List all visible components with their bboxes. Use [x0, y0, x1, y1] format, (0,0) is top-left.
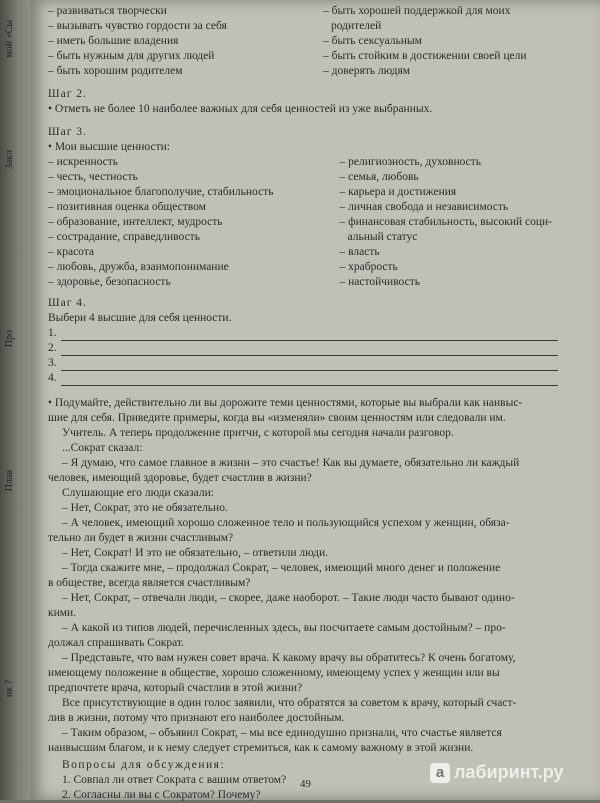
step1-left-column	[48, 4, 303, 79]
list-item: – красота	[48, 246, 95, 258]
answer-line-number: 4.	[48, 372, 57, 384]
list-item: – образование, интеллект, мудрость	[48, 216, 223, 228]
list-item: – храбрость	[339, 261, 398, 273]
step2-instruction: • Отметь не более 10 наиболее важных для себя ценностей из уже выбранных.	[48, 103, 433, 115]
spine-fragment: Закл	[4, 150, 15, 170]
answer-line-number: 3.	[48, 357, 57, 369]
parable-text	[48, 396, 578, 756]
body-line: – Нет, Сократ! И это не обязательно, – ответили люди.	[62, 547, 328, 559]
answer-line-rule	[61, 329, 558, 341]
answer-line[interactable]	[48, 341, 558, 356]
list-item: – финансовая стабильность, высокий соци-	[339, 216, 552, 228]
list-item: – личная свобода и независимость	[339, 201, 509, 213]
body-line: должал спрашивать Сократ.	[48, 637, 184, 649]
list-item: – иметь большие владения	[48, 35, 179, 47]
question-item: 2. Согласны ли вы с Сократом? Почему?	[62, 789, 261, 801]
list-item: – искренность	[48, 156, 119, 168]
list-item: – доверять людям	[323, 65, 411, 77]
body-line: – Представьте, что вам нужен совет врача. К какому врачу вы обратитесь? К очень богатому,	[62, 652, 516, 664]
body-line: шие для себя. Приведите примеры, когда вы «изменяли» своим ценностям или следовали им.	[48, 412, 506, 424]
list-item: – быть нужным для других людей	[48, 50, 215, 62]
list-item: – власть	[339, 246, 380, 258]
step3-left-column	[48, 155, 340, 290]
labirint-logo-icon: а	[430, 763, 450, 783]
body-line: лив в жизни, потому что признают его наиболее достойным.	[48, 712, 345, 724]
list-item: родителей	[331, 20, 382, 32]
step4-instruction: Выбери 4 высшие для себя ценности.	[48, 312, 232, 324]
body-line: – А какой из типов людей, перечисленных здесь, вы посчитаете самым достойным? – про-	[62, 622, 506, 634]
watermark-text: лабиринт.ру	[454, 762, 564, 782]
answer-line-rule	[61, 374, 558, 386]
list-item: – любовь, дружба, взаимопонимание	[48, 261, 229, 273]
body-line: Все присутствующие в один голос заявили, что обратятся за советом к врачу, который счаст-	[62, 697, 517, 709]
list-item: – религиозность, духовность	[339, 156, 482, 168]
body-line: ...Сократ сказал:	[62, 442, 143, 454]
list-item: – быть хорошим родителем	[48, 65, 183, 77]
body-line: наивысшим благом, и к нему следует стремиться, как к самому важному в этой жизни.	[48, 742, 474, 754]
answer-line-rule	[61, 359, 558, 371]
answer-line-rule	[61, 344, 558, 356]
body-line: тельно ли будет в жизни счастливым?	[48, 532, 234, 544]
spine-fragment: Про	[4, 330, 15, 348]
body-line: имеющему положение в обществе, хорошо сложенному, имеющему успех у женщин или вы	[48, 667, 500, 679]
step3-values-list	[48, 155, 578, 290]
list-item: альный статус	[347, 231, 418, 243]
body-line: Слушающие его люди сказали:	[62, 487, 214, 499]
answer-lines	[48, 326, 558, 386]
list-item: – карьера и достижения	[339, 186, 457, 198]
answer-line[interactable]	[48, 356, 558, 371]
list-item: – честь, честность	[48, 171, 138, 183]
spine-fragment: мой «Сы	[4, 20, 15, 58]
step3-subheading: • Мои высшие ценности:	[48, 141, 170, 153]
page-content	[48, 4, 578, 803]
book-spine-shadow	[0, 0, 30, 800]
body-line: – Нет, Сократ, это не обязательно.	[62, 502, 228, 514]
step3-right-column	[340, 155, 579, 290]
list-item: – позитивная оценка обществом	[48, 201, 206, 213]
questions-heading: Вопросы для обсуждения:	[62, 759, 226, 771]
answer-line-number: 1.	[48, 327, 57, 339]
answer-line-number: 2.	[48, 342, 57, 354]
step1-right-column	[303, 4, 578, 79]
step3-heading: Шаг 3.	[48, 126, 87, 138]
spine-fragment: Плав	[4, 470, 15, 492]
body-line: предпочтете врача, который счастлив в этой жизни?	[48, 682, 303, 694]
question-item: 1. Совпал ли ответ Сократа с вашим ответом?	[62, 774, 287, 786]
list-item: – сострадание, справедливость	[48, 231, 200, 243]
list-item: – быть хорошей поддержкой для моих	[323, 5, 511, 17]
list-item: – настойчивость	[339, 276, 420, 288]
teacher-line: Учитель. А теперь продолжение притчи, с которой мы сегодня начали разговор.	[62, 427, 454, 439]
list-item: – быть стойким в достижении своей цели	[323, 50, 527, 62]
body-line: – А человек, имеющий хорошо сложенное тело и пользующийся успехом у женщин, обяза-	[62, 517, 510, 529]
step1-values-list	[48, 4, 578, 79]
body-line: • Подумайте, действительно ли вы дорожите теми ценностями, которые вы выбрали как наивыс-	[48, 397, 523, 409]
book-page	[30, 0, 600, 800]
body-line: в обществе, всегда является счастливым?	[48, 577, 251, 589]
list-item: – вызывать чувство гордости за себя	[48, 20, 227, 32]
body-line: – Тогда скажите мне, – продолжал Сократ, – человек, имеющий много денег и положение	[62, 562, 501, 574]
page-number: 49	[300, 778, 311, 790]
step2-heading: Шаг 2.	[48, 88, 87, 100]
list-item: – эмоциональное благополучие, стабильность	[48, 186, 274, 198]
list-item: – развиваться творчески	[48, 5, 167, 17]
body-line: – Я думаю, что самое главное в жизни – это счастье! Как вы думаете, обязательно ли каждый	[62, 457, 520, 469]
body-line: кими.	[48, 607, 77, 619]
body-line: – Таким образом, – объявил Сократ, – мы все единодушно признали, что счастье является	[62, 727, 502, 739]
body-line: – Нет, Сократ, – отвечали люди, – скорее, даже наоборот. – Такие люди часто бывают одино-	[62, 592, 515, 604]
answer-line[interactable]	[48, 371, 558, 386]
list-item: – семья, любовь	[339, 171, 419, 183]
body-line: человек, имеющий здоровье, будет счастлив в жизни?	[48, 472, 312, 484]
labirint-watermark	[430, 762, 564, 783]
list-item: – здоровье, безопасность	[48, 276, 171, 288]
spine-fragment: ик ?	[4, 680, 15, 698]
answer-line[interactable]	[48, 326, 558, 341]
list-item: – быть сексуальным	[323, 35, 422, 47]
step4-heading: Шаг 4.	[48, 297, 87, 309]
